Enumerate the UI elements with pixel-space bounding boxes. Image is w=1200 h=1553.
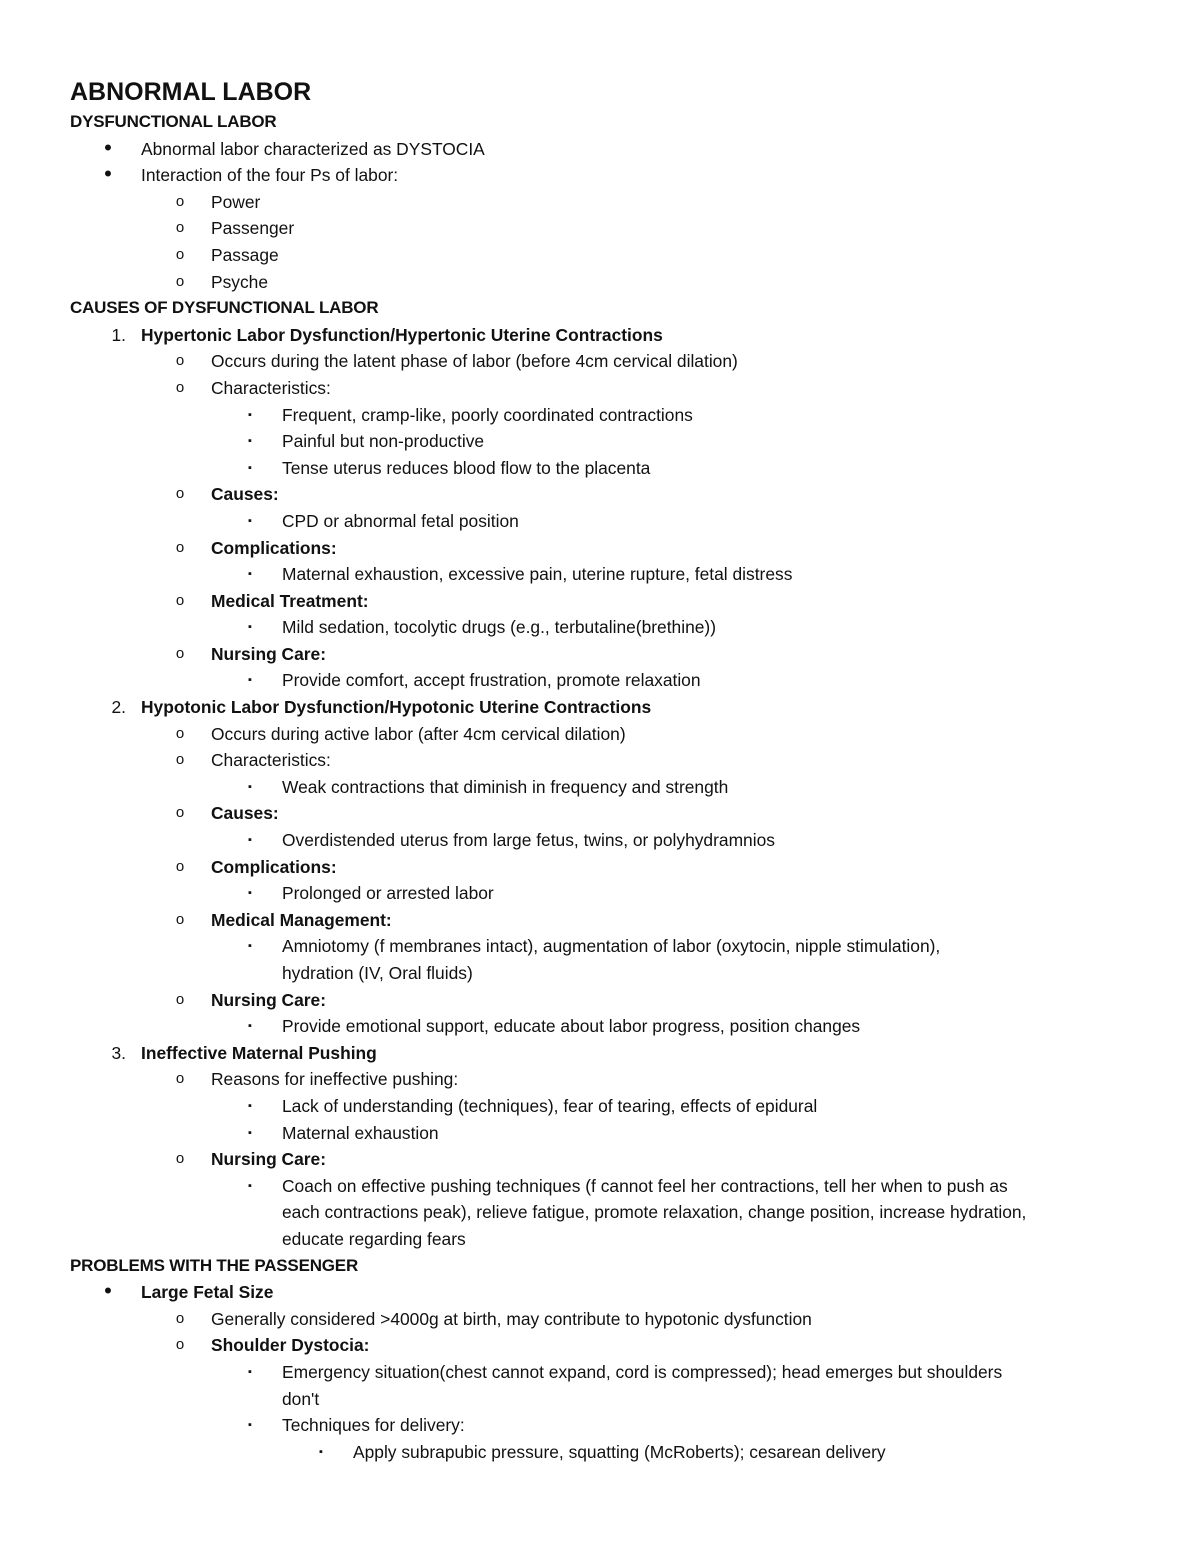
list-item (70, 1173, 1150, 1200)
list-text: Reasons for ineffective pushing: (211, 1069, 459, 1090)
square-marker: ▪ (248, 834, 252, 847)
list-text: Occurs during active labor (after 4cm cervical dilation) (211, 723, 626, 744)
square-marker: ▪ (248, 1020, 252, 1033)
list-item (70, 189, 1150, 216)
circle-marker: o (175, 485, 185, 503)
list-text: Passage (211, 244, 279, 265)
circle-marker: o (175, 1070, 185, 1088)
list-item (70, 614, 1150, 641)
list-item (70, 854, 1150, 881)
circle-marker: o (175, 910, 185, 928)
circle-marker: o (175, 1309, 185, 1327)
list-item (70, 481, 1150, 508)
list-text: each contractions peak), relieve fatigue, promote relaxation, change position, increase hydration, (282, 1202, 1027, 1223)
circle-marker: o (175, 352, 185, 370)
square-marker: ▪ (248, 1365, 252, 1378)
square-marker: ▪ (248, 1419, 252, 1432)
list-text: Painful but non-productive (282, 431, 485, 452)
section-heading-causes: CAUSES OF DYSFUNCTIONAL LABOR (70, 298, 379, 318)
square-marker: ▪ (248, 780, 252, 793)
numbered-item (70, 694, 1150, 721)
section-heading-dysfunctional-labor: DYSFUNCTIONAL LABOR (70, 112, 277, 131)
list-item-continued (70, 960, 1150, 987)
list-item (70, 428, 1150, 455)
list-text: Abnormal labor characterized as DYSTOCIA (141, 138, 485, 159)
list-text: Interaction of the four Ps of labor: (141, 165, 399, 186)
list-item (70, 1279, 1150, 1306)
list-label: Nursing Care: (211, 1149, 326, 1170)
list-item (70, 1306, 1150, 1333)
circle-marker: o (175, 245, 185, 263)
circle-marker: o (175, 804, 185, 822)
subsection-title: Hypotonic Labor Dysfunction/Hypotonic Uterine Contractions (141, 697, 652, 718)
list-item (70, 1359, 1150, 1386)
list-item (70, 1412, 1150, 1439)
list-item (70, 987, 1150, 1014)
list-text: Tense uterus reduces blood flow to the placenta (282, 457, 651, 478)
square-marker: ▪ (248, 1179, 252, 1192)
square-marker: ▪ (248, 568, 252, 581)
list-item-continued (70, 1226, 1150, 1253)
list-text: Maternal exhaustion, excessive pain, uterine rupture, fetal distress (282, 564, 793, 585)
list-item (70, 880, 1150, 907)
square-marker: ▪ (248, 621, 252, 634)
list-text: Techniques for delivery: (282, 1415, 465, 1436)
square-marker: ▪ (248, 1126, 252, 1139)
list-text: Prolonged or arrested labor (282, 883, 494, 904)
bullet-marker: • (104, 134, 112, 160)
item-number: 2. (111, 697, 126, 718)
circle-marker: o (175, 1336, 185, 1354)
circle-marker: o (175, 591, 185, 609)
subsection-title: Hypertonic Labor Dysfunction/Hypertonic Uterine Contractions (141, 324, 663, 345)
numbered-item (70, 322, 1150, 349)
list-label: Complications: (211, 856, 337, 877)
square-marker: ▪ (248, 461, 252, 474)
list-text: Emergency situation(chest cannot expand, cord is compressed); head emerges but shoulders (282, 1361, 1003, 1382)
list-text: educate regarding fears (282, 1228, 466, 1249)
numbered-item (70, 1040, 1150, 1067)
list-text: Overdistended uterus from large fetus, twins, or polyhydramnios (282, 830, 775, 851)
list-item (70, 1439, 1150, 1466)
list-label: Causes: (211, 484, 279, 505)
circle-marker: o (175, 857, 185, 875)
list-text: don't (282, 1388, 320, 1409)
list-label: Medical Treatment: (211, 590, 369, 611)
square-marker: ▪ (248, 887, 252, 900)
list-item (70, 747, 1150, 774)
subsection-title: Ineffective Maternal Pushing (141, 1042, 377, 1063)
list-item (70, 242, 1150, 269)
item-number: 3. (111, 1042, 126, 1063)
list-text: Coach on effective pushing techniques (f cannot feel her contractions, tell her when to push as (282, 1175, 1008, 1196)
list-item (70, 508, 1150, 535)
circle-marker: o (175, 1150, 185, 1168)
list-item (70, 375, 1150, 402)
circle-marker: o (175, 378, 185, 396)
list-item (70, 1013, 1150, 1040)
list-item-continued (70, 1199, 1150, 1226)
list-item (70, 402, 1150, 429)
list-item (70, 162, 1150, 189)
list-text: Frequent, cramp-like, poorly coordinated contractions (282, 404, 693, 425)
square-marker: ▪ (248, 1099, 252, 1112)
circle-marker: o (175, 644, 185, 662)
circle-marker: o (175, 219, 185, 237)
list-text: Characteristics: (211, 377, 331, 398)
page-title: ABNORMAL LABOR (70, 78, 312, 106)
list-item (70, 1120, 1150, 1147)
list-text: Psyche (211, 271, 269, 292)
circle-marker: o (175, 192, 185, 210)
list-text: Provide comfort, accept frustration, promote relaxation (282, 670, 701, 691)
list-item (70, 1066, 1150, 1093)
section-heading-passenger: PROBLEMS WITH THE PASSENGER (70, 1255, 359, 1275)
bullet-marker: • (104, 1278, 112, 1304)
list-text: Provide emotional support, educate about labor progress, position changes (282, 1016, 861, 1037)
list-text: hydration (IV, Oral fluids) (282, 963, 473, 983)
square-marker: ▪ (248, 408, 252, 421)
list-text: Passenger (211, 218, 295, 239)
list-item (70, 827, 1150, 854)
item-number: 1. (111, 324, 126, 345)
list-text: Apply subrapubic pressure, squatting (McRoberts); cesarean delivery (353, 1441, 886, 1462)
square-marker: ▪ (248, 435, 252, 448)
circle-marker: o (175, 272, 185, 290)
list-label: Complications: (211, 537, 337, 558)
square-marker: ▪ (248, 940, 252, 953)
list-item (70, 588, 1150, 615)
list-item (70, 774, 1150, 801)
list-item (70, 933, 1150, 960)
list-item (70, 721, 1150, 748)
list-text: Maternal exhaustion (282, 1122, 439, 1143)
list-item (70, 535, 1150, 562)
list-item-continued (70, 1386, 1150, 1413)
list-label: Large Fetal Size (141, 1282, 274, 1303)
list-label: Shoulder Dystocia: (211, 1335, 370, 1356)
list-item (70, 1093, 1150, 1120)
list-item (70, 348, 1150, 375)
circle-marker: o (175, 751, 185, 769)
list-item (70, 907, 1150, 934)
list-text: CPD or abnormal fetal position (282, 510, 519, 531)
list-label: Nursing Care: (211, 643, 326, 664)
list-item (70, 1332, 1150, 1359)
document-page (70, 76, 1150, 1465)
list-item (70, 269, 1150, 296)
square-marker: ▪ (248, 674, 252, 687)
list-label: Nursing Care: (211, 989, 326, 1010)
list-text: Generally considered >4000g at birth, may contribute to hypotonic dysfunction (211, 1308, 812, 1329)
list-label: Causes: (211, 803, 279, 824)
list-text: Occurs during the latent phase of labor (before 4cm cervical dilation) (211, 351, 738, 372)
list-item (70, 800, 1150, 827)
list-item (70, 136, 1150, 163)
list-item (70, 215, 1150, 242)
list-label: Medical Management: (211, 909, 392, 930)
square-marker: ▪ (248, 514, 252, 527)
list-text: Amniotomy (f membranes intact), augmentation of labor (oxytocin, nipple stimulation), (282, 936, 941, 957)
list-text: Power (211, 191, 261, 212)
list-item (70, 1146, 1150, 1173)
list-text: Characteristics: (211, 750, 331, 771)
square-marker: ▪ (319, 1445, 323, 1458)
list-text: Mild sedation, tocolytic drugs (e.g., terbutaline(brethine)) (282, 617, 717, 638)
circle-marker: o (175, 990, 185, 1008)
list-text: Lack of understanding (techniques), fear of tearing, effects of epidural (282, 1095, 818, 1116)
circle-marker: o (175, 724, 185, 742)
bullet-marker: • (104, 161, 112, 187)
list-item (70, 667, 1150, 694)
list-item (70, 455, 1150, 482)
circle-marker: o (175, 538, 185, 556)
list-item (70, 641, 1150, 668)
list-item (70, 561, 1150, 588)
list-text: Weak contractions that diminish in frequency and strength (282, 776, 729, 797)
